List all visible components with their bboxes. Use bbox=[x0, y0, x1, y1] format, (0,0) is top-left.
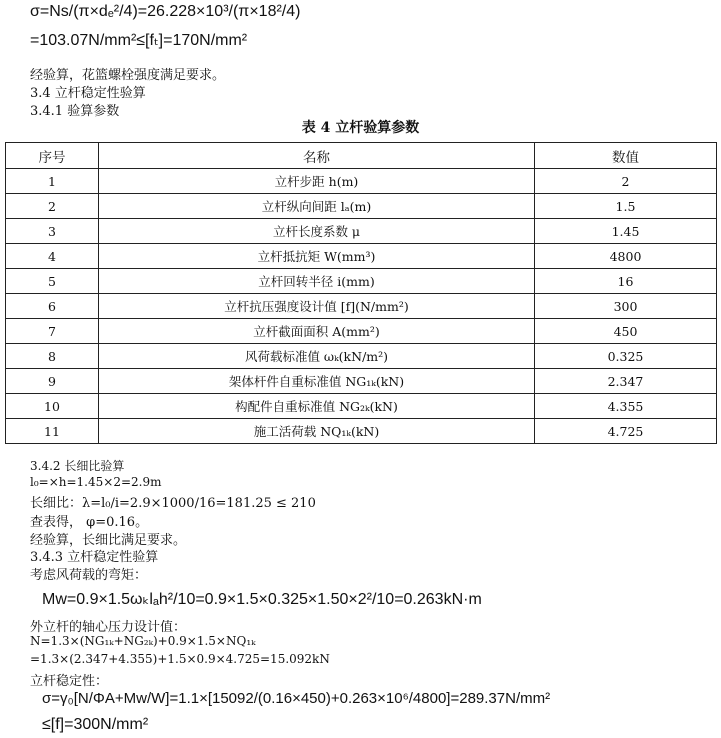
cell-index: 8 bbox=[6, 344, 99, 369]
table-row bbox=[6, 269, 717, 294]
table-row bbox=[6, 344, 717, 369]
cell-value: 2.347 bbox=[535, 369, 717, 394]
cell-index: 1 bbox=[6, 169, 99, 194]
table-row bbox=[6, 394, 717, 419]
cell-index: 11 bbox=[6, 419, 99, 444]
phi-lookup-line: 查表得， φ=0.16。 bbox=[30, 515, 149, 530]
stability-final-check: ≤[f]=300N/mm² bbox=[42, 716, 149, 733]
header-name: 名称 bbox=[99, 143, 535, 169]
parameter-table bbox=[5, 142, 717, 444]
check-result-text: 经验算，花篮螺栓强度满足要求。 bbox=[30, 68, 226, 83]
header-index: 序号 bbox=[6, 143, 99, 169]
slenderness-ratio-line: 长细比：λ=l₀/i=2.9×1000/16=181.25 ≤ 210 bbox=[30, 496, 316, 511]
wind-moment-label: 考虑风荷载的弯矩： bbox=[30, 568, 148, 583]
cell-name: 立杆步距 h(m) bbox=[99, 169, 535, 194]
cell-index: 4 bbox=[6, 244, 99, 269]
table-row bbox=[6, 169, 717, 194]
cell-value: 4800 bbox=[535, 244, 717, 269]
cell-index: 3 bbox=[6, 219, 99, 244]
table-header-row bbox=[6, 143, 717, 169]
cell-index: 6 bbox=[6, 294, 99, 319]
cell-value: 2 bbox=[535, 169, 717, 194]
axial-force-formula: N=1.3×(NG₁ₖ+NG₂ₖ)+0.9×1.5×NQ₁ₖ bbox=[30, 634, 256, 648]
stability-formula: σ=γ₀[N/ΦA+Mw/W]=1.1×[15092/(0.16×450)+0.263×10⁶/4800]=289.37N/mm² bbox=[42, 690, 551, 707]
table-row bbox=[6, 219, 717, 244]
cell-value: 4.725 bbox=[535, 419, 717, 444]
cell-value: 300 bbox=[535, 294, 717, 319]
table-row bbox=[6, 319, 717, 344]
cell-index: 2 bbox=[6, 194, 99, 219]
cell-name: 立杆抗压强度设计值 [f](N/mm²) bbox=[99, 294, 535, 319]
cell-value: 4.355 bbox=[535, 394, 717, 419]
cell-name: 风荷载标准值 ωₖ(kN/m²) bbox=[99, 344, 535, 369]
section-heading-3-4-3: 3.4.3 立杆稳定性验算 bbox=[30, 550, 159, 565]
table-row bbox=[6, 244, 717, 269]
table-row bbox=[6, 194, 717, 219]
cell-value: 450 bbox=[535, 319, 717, 344]
axial-force-result: =1.3×(2.347+4.355)+1.5×0.9×4.725=15.092kN bbox=[30, 652, 330, 666]
table-row bbox=[6, 419, 717, 444]
axial-force-label: 外立杆的轴心压力设计值： bbox=[30, 620, 187, 635]
stability-label: 立杆稳定性： bbox=[30, 674, 109, 689]
cell-name: 立杆长度系数 μ bbox=[99, 219, 535, 244]
cell-index: 7 bbox=[6, 319, 99, 344]
cell-name: 架体杆件自重标准值 NG₁ₖ(kN) bbox=[99, 369, 535, 394]
cell-index: 10 bbox=[6, 394, 99, 419]
table-row bbox=[6, 369, 717, 394]
slenderness-result: 经验算，长细比满足要求。 bbox=[30, 533, 187, 548]
section-heading-3-4-1: 3.4.1 验算参数 bbox=[30, 104, 120, 119]
formula-sigma-line2: =103.07N/mm²≤[fₜ]=170N/mm² bbox=[30, 32, 248, 49]
header-value: 数值 bbox=[535, 143, 717, 169]
table-caption: 表 4 立杆验算参数 bbox=[301, 120, 420, 136]
section-heading-3-4: 3.4 立杆稳定性验算 bbox=[30, 86, 146, 101]
cell-name: 立杆截面面积 A(mm²) bbox=[99, 319, 535, 344]
cell-value: 1.45 bbox=[535, 219, 717, 244]
cell-value: 0.325 bbox=[535, 344, 717, 369]
formula-sigma-line1: σ=Ns/(π×dₑ²/4)=26.228×10³/(π×18²/4) bbox=[30, 3, 301, 20]
table-row bbox=[6, 294, 717, 319]
cell-name: 立杆回转半径 i(mm) bbox=[99, 269, 535, 294]
cell-value: 1.5 bbox=[535, 194, 717, 219]
cell-index: 9 bbox=[6, 369, 99, 394]
section-heading-3-4-2: 3.4.2 长细比验算 bbox=[30, 459, 125, 473]
cell-name: 立杆纵向间距 lₐ(m) bbox=[99, 194, 535, 219]
cell-name: 施工活荷载 NQ₁ₖ(kN) bbox=[99, 419, 535, 444]
cell-index: 5 bbox=[6, 269, 99, 294]
effective-length-line: l₀=×h=1.45×2=2.9m bbox=[30, 475, 162, 489]
cell-name: 构配件自重标准值 NG₂ₖ(kN) bbox=[99, 394, 535, 419]
wind-moment-formula: Mw=0.9×1.5ωₖlₐh²/10=0.9×1.5×0.325×1.50×2²/10=0.263kN·m bbox=[42, 591, 482, 608]
cell-value: 16 bbox=[535, 269, 717, 294]
cell-name: 立杆抵抗矩 W(mm³) bbox=[99, 244, 535, 269]
